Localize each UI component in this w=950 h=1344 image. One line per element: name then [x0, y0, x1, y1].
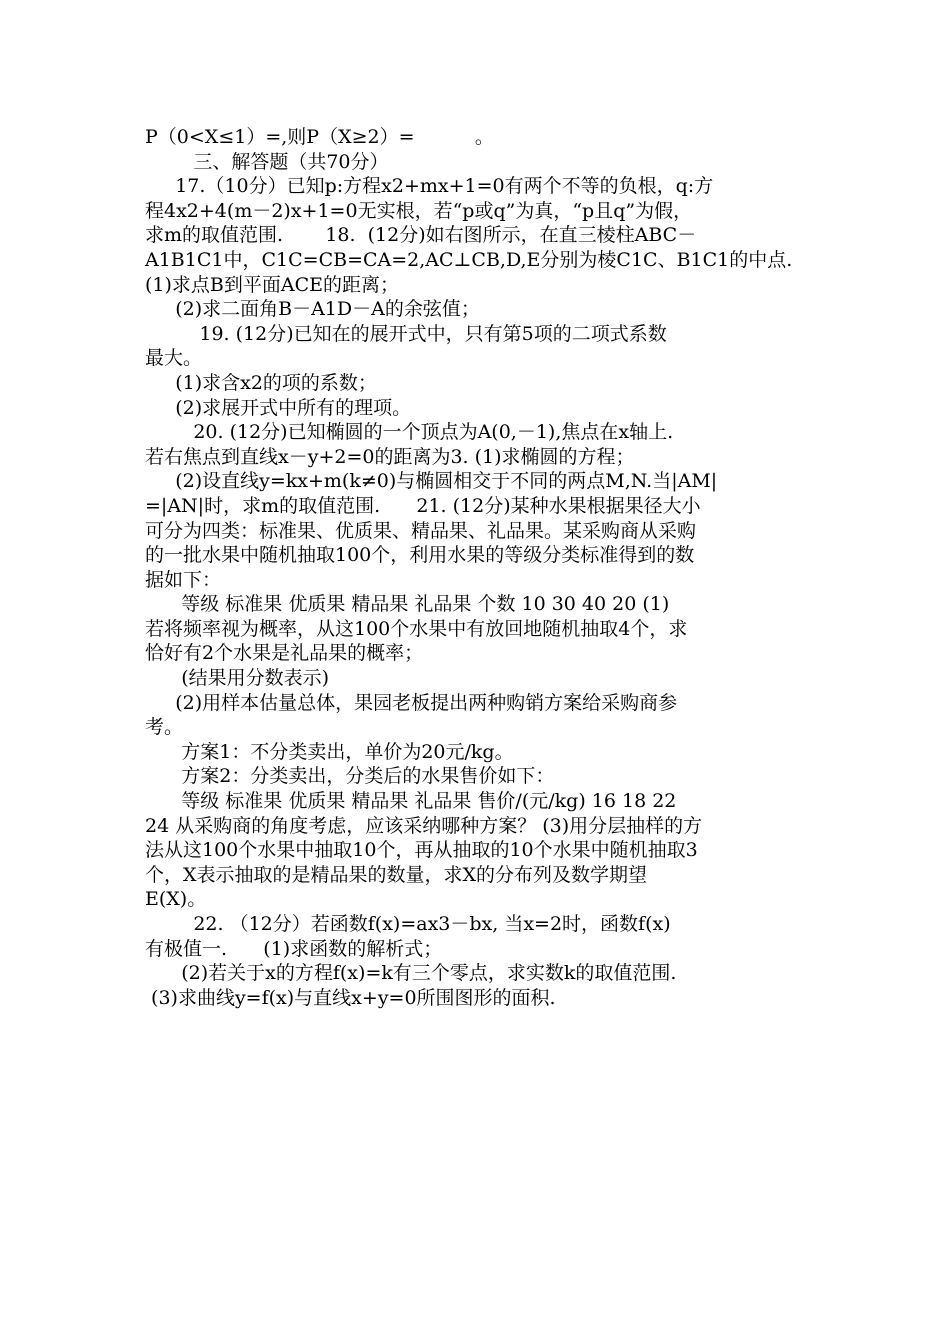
text-line-24: (2)用样本估量总体，果园老板提出两种购销方案给采购商参 — [145, 691, 678, 714]
text-line-26: 方案1：不分类卖出，单价为20元/kg。 — [145, 740, 514, 763]
text-line-31: 个，X表示抽取的是精品果的数量，求X的分布列及数学期望 — [145, 863, 648, 886]
text-line-5: 求m的取值范围. 18. (12分)如右图所示，在直三棱柱ABC－ — [145, 224, 697, 247]
text-line-30: 法从这100个水果中抽取10个，再从抽取的10个水果中随机抽取3 — [145, 839, 698, 862]
text-line-6: A1B1C1中，C1C=CB=CA=2,AC⊥CB,D,E分别为棱C1C、B1C1的中点. — [145, 248, 793, 271]
text-line-4: 程4x2+4(m－2)x+1=0无实根，若“p或q”为真，“p且q”为假， — [145, 199, 693, 222]
text-line-19: 据如下： — [145, 568, 222, 591]
text-line-7: (1)求点B到平面ACE的距离； — [145, 273, 400, 296]
text-line-13: 20. (12分)已知椭圆的一个顶点为A(0,－1),焦点在x轴上. — [145, 421, 674, 444]
document-body — [145, 125, 810, 1010]
text-line-25: 考。 — [145, 716, 184, 739]
text-line-11: (1)求含x2的项的系数； — [145, 371, 377, 394]
text-line-14: 若右焦点到直线x－y+2=0的距离为3. (1)求椭圆的方程； — [145, 445, 635, 468]
text-line-27: 方案2：分类卖出，分类后的水果售价如下： — [145, 765, 555, 788]
text-line-3: 17.（10分）已知p:方程x2+mx+1=0有两个不等的负根，q:方 — [145, 175, 714, 198]
text-line-18: 的一批水果中随机抽取100个，利用水果的等级分类标准得到的数 — [145, 544, 695, 567]
text-line-34: 有极值一. (1)求函数的解析式； — [145, 937, 443, 960]
text-line-28: 等级 标准果 优质果 精品果 礼品果 售价/(元/kg) 16 18 22 — [145, 790, 677, 813]
text-line-9: 19. (12分)已知在的展开式中，只有第5项的二项式系数 — [145, 322, 667, 345]
text-line-17: 可分为四类：标准果、优质果、精品果、礼品果。某采购商从采购 — [145, 519, 697, 542]
text-line-10: 最大。 — [145, 347, 203, 370]
text-line-15: (2)设直线y=kx+m(k≠0)与椭圆相交于不同的两点M,N.当|AM| — [145, 470, 718, 493]
text-line-33: 22. （12分）若函数f(x)=ax3－bx, 当x=2时，函数f(x) — [145, 913, 671, 935]
text-line-22: 恰好有2个水果是礼品果的概率； — [145, 642, 424, 665]
text-line-1: P（0<X≤1）=,则P（X≥2）= 。 — [145, 126, 494, 148]
text-line-8: (2)求二面角B－A1D－A的余弦值； — [145, 298, 480, 321]
text-line-23: (结果用分数表示) — [145, 667, 330, 690]
text-line-35: (2)若关于x的方程f(x)=k有三个零点，求实数k的取值范围. — [145, 962, 677, 985]
section-heading: 三、解答题（共70分） — [145, 150, 389, 173]
text-line-32: E(X)。 — [145, 888, 207, 911]
text-line-21: 若将频率视为概率，从这100个水果中有放回地随机抽取4个，求 — [145, 617, 688, 640]
text-line-12: (2)求展开式中所有的理项。 — [145, 396, 412, 419]
text-line-36: (3)求曲线y=f(x)与直线x+y=0所围图形的面积. — [145, 986, 556, 1009]
text-line-29: 24 从采购商的角度考虑，应该采纳哪种方案？ (3)用分层抽样的方 — [145, 814, 703, 837]
text-line-20: 等级 标准果 优质果 精品果 礼品果 个数 10 30 40 20 (1) — [145, 593, 670, 616]
text-line-16: =|AN|时，求m的取值范围. 21. (12分)某种水果根据果径大小 — [145, 494, 701, 517]
